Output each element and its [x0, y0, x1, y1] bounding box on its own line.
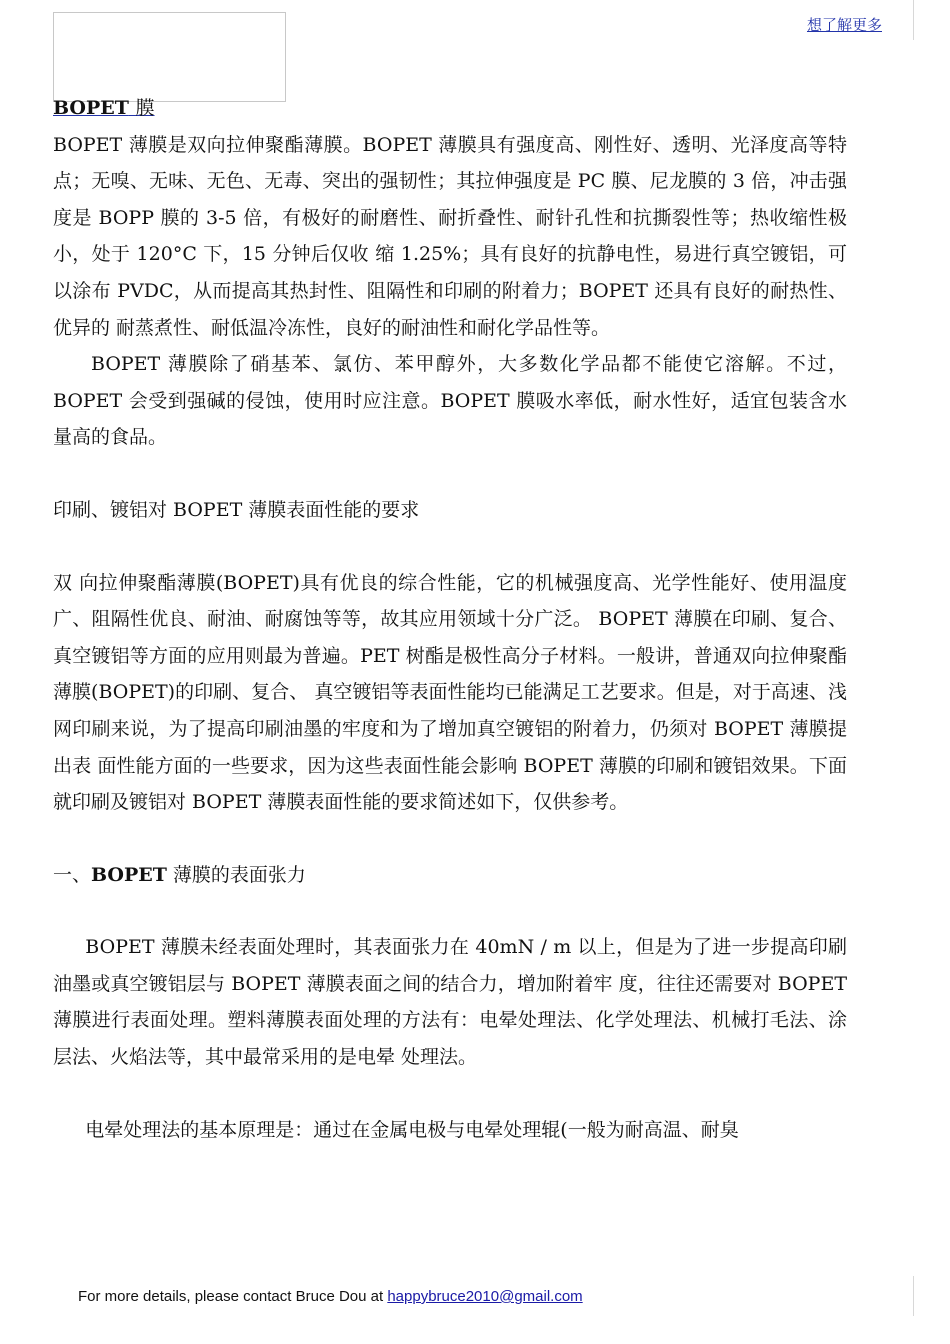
paragraph-intro: BOPET 薄膜是双向拉伸聚酯薄膜。BOPET 薄膜具有强度高、刚性好、透明、光泽度高等特点；无嗅、无味、无色、无毒、突出的强韧性；其拉伸强度是 PC 膜、尼龙膜的 3 倍，冲击强度是 BOPP 膜的 3-5 倍，有极好的耐磨性、耐折叠性、耐针孔性和抗撕裂性等；热收缩性极小，处于 120°C 下，15 分钟后仅收 缩 1.25%；具有良好的抗静电性，易进行真空镀铝，可以涂布 PVDC，从而提高其热封性、阻隔性和印刷的附着力；BOPET 还具有良好的耐热性、优异的 耐蒸煮性、耐低温冷冻性，良好的耐油性和耐化学品性等。 [53, 133, 847, 339]
logo-placeholder [53, 12, 286, 102]
paragraph-chemical-resistance: BOPET 薄膜除了硝基苯、氯仿、苯甲醇外，大多数化学品都不能使它溶解。不过，BOPET 会受到强碱的侵蚀，使用时应注意。BOPET 膜吸水率低，耐水性好，适宜包装含水量高的食品。 [53, 353, 847, 449]
title-latin: BOPET [53, 97, 129, 119]
section-heading-surface-tension [53, 857, 847, 894]
paragraph-surface-tension: BOPET 薄膜未经表面处理时，其表面张力在 40mN / m 以上，但是为了进一步提高印刷油墨或真空镀铝层与 BOPET 薄膜表面之间的结合力，增加附着牢 度，往往还需要对 BOPET 薄膜进行表面处理。塑料薄膜表面处理的方法有：电晕处理法、化学处理法、机械打毛法、涂层法、火焰法等，其中最常采用的是电晕 处理法。 [53, 936, 847, 1069]
heading-bold: BOPET [91, 863, 167, 886]
section-heading-printing: 印刷、镀铝对 BOPET 薄膜表面性能的要求 [53, 498, 420, 521]
footer-contact [78, 1288, 583, 1305]
document-title [53, 90, 847, 127]
paragraph-corona-principle: 电晕处理法的基本原理是：通过在金属电极与电晕处理辊(一般为耐高温、耐臭 [85, 1118, 739, 1141]
learn-more-link[interactable]: 想了解更多 [806, 16, 882, 34]
heading-rest: 薄膜的表面张力 [166, 863, 306, 886]
footer-text: For more details, please contact Bruce Dou at [78, 1288, 388, 1305]
footer-email-link[interactable]: happybruce2010@gmail.com [387, 1288, 583, 1305]
page-edge-divider [913, 1276, 914, 1316]
heading-prefix: 一、 [53, 863, 92, 886]
paragraph-printing-requirements: 双 向拉伸聚酯薄膜(BOPET)具有优良的综合性能，它的机械强度高、光学性能好、使用温度广、阻隔性优良、耐油、耐腐蚀等等，故其应用领域十分广泛。 BOPET 薄膜在印刷、复合、真空镀铝等方面的应用则最为普遍。PET 树酯是极性高分子材料。一般讲，普通双向拉伸聚酯薄膜(BOPET)的印刷、复合、 真空镀铝等表面性能均已能满足工艺要求。但是，对于高速、浅网印刷来说，为了提高印刷油墨的牢度和为了增加真空镀铝的附着力，仍须对 BOPET 薄膜提出表 面性能方面的一些要求，因为这些表面性能会影响 BOPET 薄膜的印刷和镀铝效果。下面就印刷及镀铝对 BOPET 薄膜表面性能的要求简述如下，仅供参考。 [53, 571, 847, 814]
title-cjk: 膜 [135, 97, 155, 119]
document-body [53, 90, 847, 1148]
page-edge-divider [913, 0, 914, 40]
